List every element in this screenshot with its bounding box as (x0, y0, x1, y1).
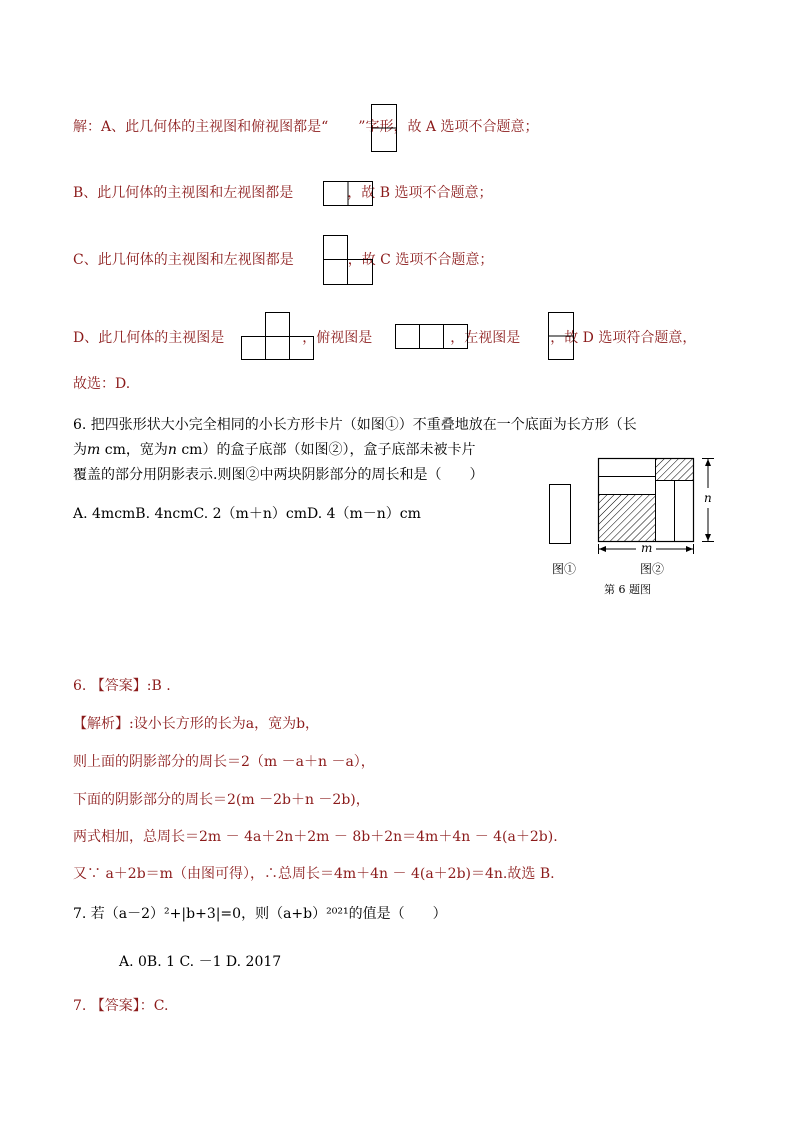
q6-figure2-label: 图② (640, 562, 665, 576)
solution-b-text-end: ，故 B 选项不合题意； (347, 185, 493, 201)
solution-c-text-end: ，故 C 选项不合题意； (347, 252, 494, 268)
solution-b-line (73, 184, 493, 202)
q6-line2-c: cm）的盒子底部（如图②），盒子底部未被卡片 (176, 442, 476, 458)
q7-answer: 7. 【答案】：C. (73, 998, 169, 1014)
q6-line2 (73, 441, 475, 459)
a6-lower: 下面的阴影部分的周长＝2(m －2b＋n －2b)， (73, 792, 370, 808)
a6-also: 又∵ a＋2b＝m（由图可得），∴总周长＝4m＋4n － 4(a＋2b)＝4n.故选 B. (73, 866, 555, 882)
q7-options: A. 0B. 1 C. －1 D. 2017 (119, 954, 282, 970)
solution-c-line (73, 251, 493, 269)
solution-a-text-end: ”字形，故 A 选项不合题意； (358, 119, 539, 135)
q6-options: A. 4mcmB. 4ncmC. 2（m＋n）cmD. 4（m－n）cm (73, 506, 421, 522)
view-figure-d-top (395, 324, 468, 349)
solution-c-text: C、此几何体的主视图和左视图都是 (73, 252, 294, 268)
a6-upper: 则上面的阴影部分的周长＝2（m －a＋n －a）， (73, 754, 375, 770)
a6-answer: 6. 【答案】:B . (73, 678, 171, 694)
solution-d-text-mid1: ，俯视图是 (302, 330, 373, 346)
q6-line1: 6. 把四张形状大小完全相同的小长方形卡片（如图①）不重叠地放在一个底面为长方形（长 (73, 417, 637, 433)
q6-figure1-card (549, 484, 571, 544)
solution-d-text-end: ，故 D 选项符合题意， (550, 330, 697, 346)
view-figure-b (323, 181, 373, 206)
q6-figure-caption: 第 6 题图 (604, 583, 651, 596)
view-figure-d-front (241, 312, 314, 360)
a6-sum: 两式相加，总周长＝2m － 4a＋2n＋2m － 8b＋2n＝4m＋4n － 4(a＋2b). (73, 829, 558, 845)
solution-d-text-mid2: ，左视图是 (450, 330, 521, 346)
view-figure-a (371, 104, 397, 152)
q6-figure2-m-label: m (641, 541, 653, 555)
view-figure-d-left (548, 312, 574, 360)
q6-figure2-n-label: n (704, 491, 712, 505)
q6-line3: 覆盖的部分用阴影表示.则图②中两块阴影部分的周长和是（ ） (73, 467, 484, 483)
solution-d-text: D、此几何体的主视图是 (73, 330, 225, 346)
solution-b-text: B、此几何体的主视图和左视图都是 (73, 185, 294, 201)
solution-choose: 故选：D. (73, 376, 131, 392)
a6-analysis: 【解析】:设小长方形的长为a，宽为b， (73, 716, 320, 732)
view-figure-c (323, 235, 373, 285)
q6-line2-a: 为 (73, 442, 87, 458)
q6-figure1-label: 图① (552, 562, 577, 576)
q6-figure2-box (596, 456, 724, 558)
q6-line2-m: m (87, 442, 101, 458)
q6-line2-n: n (167, 442, 177, 458)
solution-a-text: 解：A、此几何体的主视图和俯视图都是“ (73, 119, 329, 135)
q6-line2-b: cm，宽为 (100, 442, 168, 458)
solution-a-line (73, 118, 538, 136)
q7-stem: 7. 若（a－2）²+|b+3|=0，则（a+b）²⁰²¹的值是（ ） (73, 906, 447, 922)
solution-d-line (73, 329, 696, 347)
